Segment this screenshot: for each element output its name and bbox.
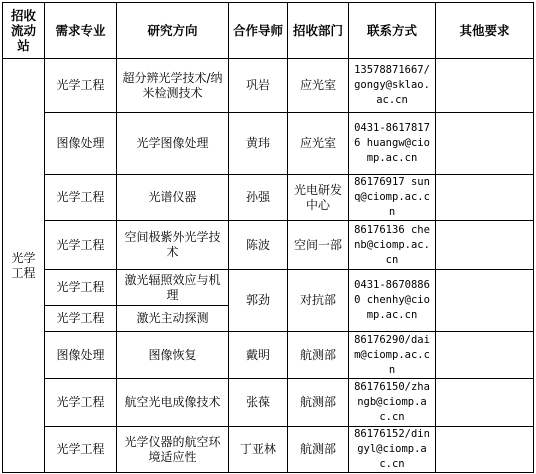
major-cell: 光学工程 bbox=[45, 379, 117, 427]
contact-cell: 86176150/zhangb@ciomp.ac.cn bbox=[349, 379, 436, 427]
table-row bbox=[3, 59, 534, 113]
other-cell bbox=[436, 113, 534, 175]
dept-cell: 航测部 bbox=[288, 379, 349, 427]
direction-cell: 激光辐照效应与机理 bbox=[117, 270, 229, 306]
contact-cell: 86176917 sunq@ciomp.ac.cn bbox=[349, 175, 436, 221]
advisor-cell: 丁亚林 bbox=[229, 427, 288, 473]
advisor-cell: 巩岩 bbox=[229, 59, 288, 113]
table-row bbox=[3, 427, 534, 473]
advisor-cell: 孙强 bbox=[229, 175, 288, 221]
direction-cell: 光学图像处理 bbox=[117, 113, 229, 175]
dept-cell: 光电研发中心 bbox=[288, 175, 349, 221]
advisor-cell: 郭劲 bbox=[229, 270, 288, 332]
header-other: 其他要求 bbox=[436, 3, 534, 59]
dept-cell: 应光室 bbox=[288, 113, 349, 175]
contact-cell: 86176152/dingyl@ciomp.ac.cn bbox=[349, 427, 436, 473]
other-cell bbox=[436, 427, 534, 473]
advisor-cell: 陈波 bbox=[229, 221, 288, 270]
advisor-cell: 黄玮 bbox=[229, 113, 288, 175]
major-cell: 光学工程 bbox=[45, 221, 117, 270]
other-cell bbox=[436, 379, 534, 427]
station-name: 光学工程 bbox=[3, 59, 45, 473]
contact-cell: 0431-86708860 chenhy@ciomp.ac.cn bbox=[349, 270, 436, 332]
major-cell: 光学工程 bbox=[45, 270, 117, 306]
header-row bbox=[3, 3, 534, 59]
table-row bbox=[3, 113, 534, 175]
direction-cell: 空间极紫外光学技术 bbox=[117, 221, 229, 270]
contact-cell: 86176136 chenb@ciomp.ac.cn bbox=[349, 221, 436, 270]
advisor-cell: 张葆 bbox=[229, 379, 288, 427]
direction-cell: 激光主动探测 bbox=[117, 306, 229, 332]
contact-cell: 13578871667/gongy@sklao.ac.cn bbox=[349, 59, 436, 113]
dept-cell: 空间一部 bbox=[288, 221, 349, 270]
dept-cell: 航测部 bbox=[288, 332, 349, 379]
table-row bbox=[3, 379, 534, 427]
header-direction: 研究方向 bbox=[117, 3, 229, 59]
table-row bbox=[3, 175, 534, 221]
dept-cell: 航测部 bbox=[288, 427, 349, 473]
recruitment-table bbox=[2, 2, 534, 473]
dept-cell: 应光室 bbox=[288, 59, 349, 113]
header-major: 需求专业 bbox=[45, 3, 117, 59]
major-cell: 图像处理 bbox=[45, 332, 117, 379]
other-cell bbox=[436, 221, 534, 270]
advisor-cell: 戴明 bbox=[229, 332, 288, 379]
other-cell bbox=[436, 270, 534, 332]
contact-cell: 0431-86178176 huangw@ciomp.ac.cn bbox=[349, 113, 436, 175]
direction-cell: 光学仪器的航空环境适应性 bbox=[117, 427, 229, 473]
major-cell: 光学工程 bbox=[45, 427, 117, 473]
header-station: 招收 流动 站 bbox=[3, 3, 45, 59]
major-cell: 光学工程 bbox=[45, 59, 117, 113]
major-cell: 光学工程 bbox=[45, 306, 117, 332]
direction-cell: 超分辨光学技术/纳米检测技术 bbox=[117, 59, 229, 113]
dept-cell: 对抗部 bbox=[288, 270, 349, 332]
other-cell bbox=[436, 332, 534, 379]
contact-cell: 86176290/daim@ciomp.ac.cn bbox=[349, 332, 436, 379]
other-cell bbox=[436, 59, 534, 113]
major-cell: 图像处理 bbox=[45, 113, 117, 175]
header-contact: 联系方式 bbox=[349, 3, 436, 59]
table-row bbox=[3, 332, 534, 379]
other-cell bbox=[436, 175, 534, 221]
direction-cell: 光谱仪器 bbox=[117, 175, 229, 221]
header-advisor: 合作导师 bbox=[229, 3, 288, 59]
direction-cell: 航空光电成像技术 bbox=[117, 379, 229, 427]
direction-cell: 图像恢复 bbox=[117, 332, 229, 379]
table-row bbox=[3, 270, 534, 306]
table-row bbox=[3, 221, 534, 270]
header-dept: 招收部门 bbox=[288, 3, 349, 59]
major-cell: 光学工程 bbox=[45, 175, 117, 221]
